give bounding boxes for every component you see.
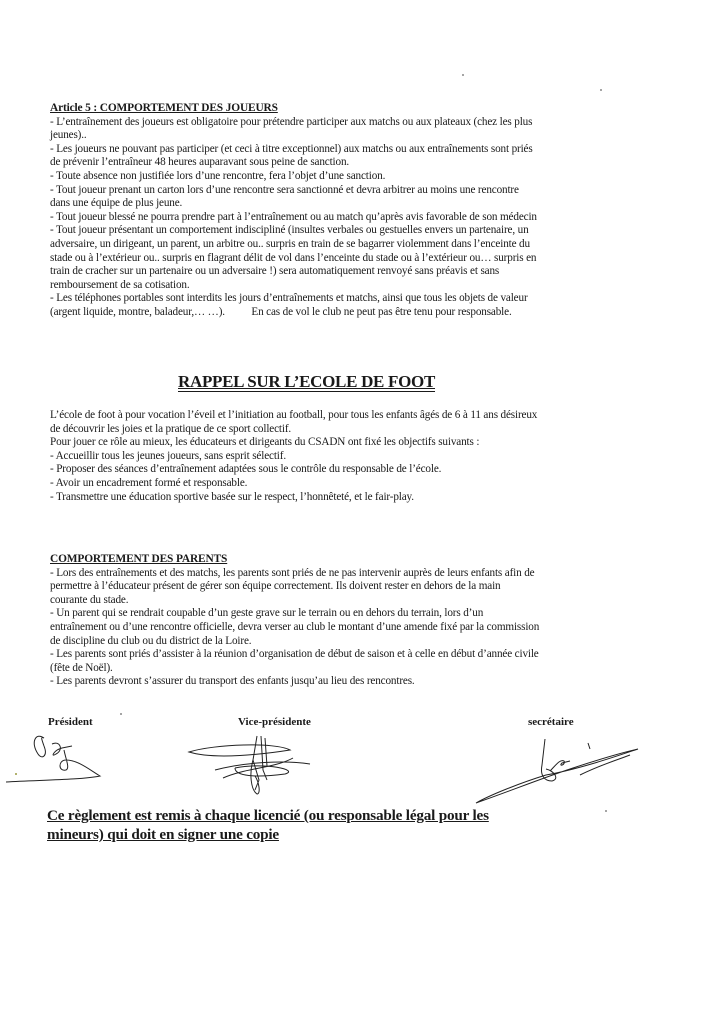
ecole-line: Pour jouer ce rôle au mieux, les éducateurs et dirigeants du CSADN ont fixé les objectifs suivants : [50, 436, 480, 449]
parents-line: - Un parent qui se rendrait coupable d’un geste grave sur le terrain ou en dehors du terrain, lors d’un [50, 607, 484, 620]
parents-line: courante du stade. [50, 593, 129, 606]
ecole-line: - Avoir un encadrement formé et responsable. [50, 476, 248, 489]
ecole-line: L’école de foot à pour vocation l’éveil et l’initiation au football, pour tous les enfants âgés de 6 à 11 ans désireux [50, 409, 538, 421]
ecole-line: - Accueillir tous les jeunes joueurs, sans esprit sélectif. [50, 449, 286, 462]
scan-speck [120, 713, 122, 715]
parents-line: permettre à l’éducateur présent de gérer son équipe correctement. Ils doivent rester en dehors de la main [50, 580, 501, 593]
parents-section [50, 553, 650, 689]
secretaire-label: secrétaire [528, 716, 574, 728]
scan-speck [605, 810, 607, 812]
article5-line: (argent liquide, montre, baladeur,… …). En cas de vol le club ne peut pas être tenu pour responsable. [50, 305, 512, 318]
scan-speck [462, 74, 464, 76]
article5-line: dans une équipe de plus jeune. [50, 197, 183, 210]
parents-line: (fête de Noël). [50, 661, 113, 674]
parents-line: - Les parents sont priés d’assister à la réunion d’organisation de début de saison et à celle en début d’année civile [50, 648, 539, 661]
parents-line: entraînement ou d’une rencontre officielle, devra verser au club le montant d’une amende fixé par la commission [50, 620, 540, 633]
article5-line: remboursement de sa cotisation. [50, 278, 190, 291]
scan-speck [15, 773, 17, 775]
vice-presidente-signature [175, 730, 325, 805]
ecole-line: de découvrir les joies et la pratique de ce sport collectif. [50, 422, 292, 435]
president-label: Président [48, 716, 93, 728]
secretaire-signature [470, 735, 650, 805]
footer-notice [47, 806, 489, 844]
article5-line: train de cracher sur un partenaire ou un adversaire !) sera automatiquement renvoyé sans préavis et sans [50, 265, 500, 278]
parents-line: - Les parents devront s’assurer du transport des enfants jusqu’au lieu des rencontres. [50, 675, 415, 688]
parents-line: de discipline du club ou du district de la Loire. [50, 634, 252, 647]
ecole-section [50, 409, 650, 504]
ecole-line: - Proposer des séances d’entraînement adaptées sous le contrôle du responsable de l’école. [50, 463, 442, 476]
article5-line: - Toute absence non justifiée lors d’une rencontre, fera l’objet d’une sanction. [50, 169, 386, 182]
president-signature [0, 730, 110, 790]
article5-heading: Article 5 : COMPORTEMENT DES JOUEURS [50, 102, 278, 114]
article5-line: - Tout joueur prenant un carton lors d’une rencontre sera sanctionné et devra arbitrer au moins une rencontre [50, 183, 519, 196]
ecole-title: RAPPEL SUR L’ECOLE DE FOOT [178, 372, 436, 391]
article5-line: de prévenir l’entraîneur 48 heures auparavant sous peine de sanction. [50, 156, 350, 169]
article5-line: jeunes).. [50, 129, 87, 142]
article5-line: - Les téléphones portables sont interdits les jours d’entraînements et matchs, ainsi que tous les objets de valeur [50, 292, 528, 305]
footer-line: Ce règlement est remis à chaque licencié (ou responsable légal pour les [47, 807, 489, 824]
article5-line: - Tout joueur présentant un comportement indiscipliné (insultes verbales ou gestuelles envers un partenaire, un [50, 224, 529, 237]
article5-line: stade ou à l’extérieur ou.. surpris en flagrant délit de vol dans l’enceinte du stade ou à l’extérieur ou… surpris en [50, 251, 537, 264]
ecole-line: - Transmettre une éducation sportive basée sur le respect, l’honnêteté, et le fair-play. [50, 490, 414, 503]
footer-line: mineurs) qui doit en signer une copie [47, 826, 279, 843]
scan-speck [600, 89, 602, 91]
article5-section [50, 102, 650, 320]
parents-line: - Lors des entraînements et des matchs, les parents sont priés de ne pas intervenir auprès de leurs enfants afin de [50, 566, 535, 579]
vice-presidente-label: Vice-présidente [238, 716, 311, 728]
article5-line: - L’entraînement des joueurs est obligatoire pour prétendre participer aux matchs ou aux plateaux (chez les plus [50, 115, 533, 128]
parents-heading: COMPORTEMENT DES PARENTS [50, 553, 228, 565]
article5-line: adversaire, un dirigeant, un parent, un arbitre ou.. surpris en train de se bagarrer violemment dans l’enceinte du [50, 237, 530, 250]
article5-line: - Les joueurs ne pouvant pas participer (et ceci à titre exceptionnel) aux matchs ou aux entraînements sont priés [50, 142, 533, 155]
article5-line: - Tout joueur blessé ne pourra prendre part à l’entraînement ou au match qu’après avis favorable de son médecin [50, 210, 537, 223]
